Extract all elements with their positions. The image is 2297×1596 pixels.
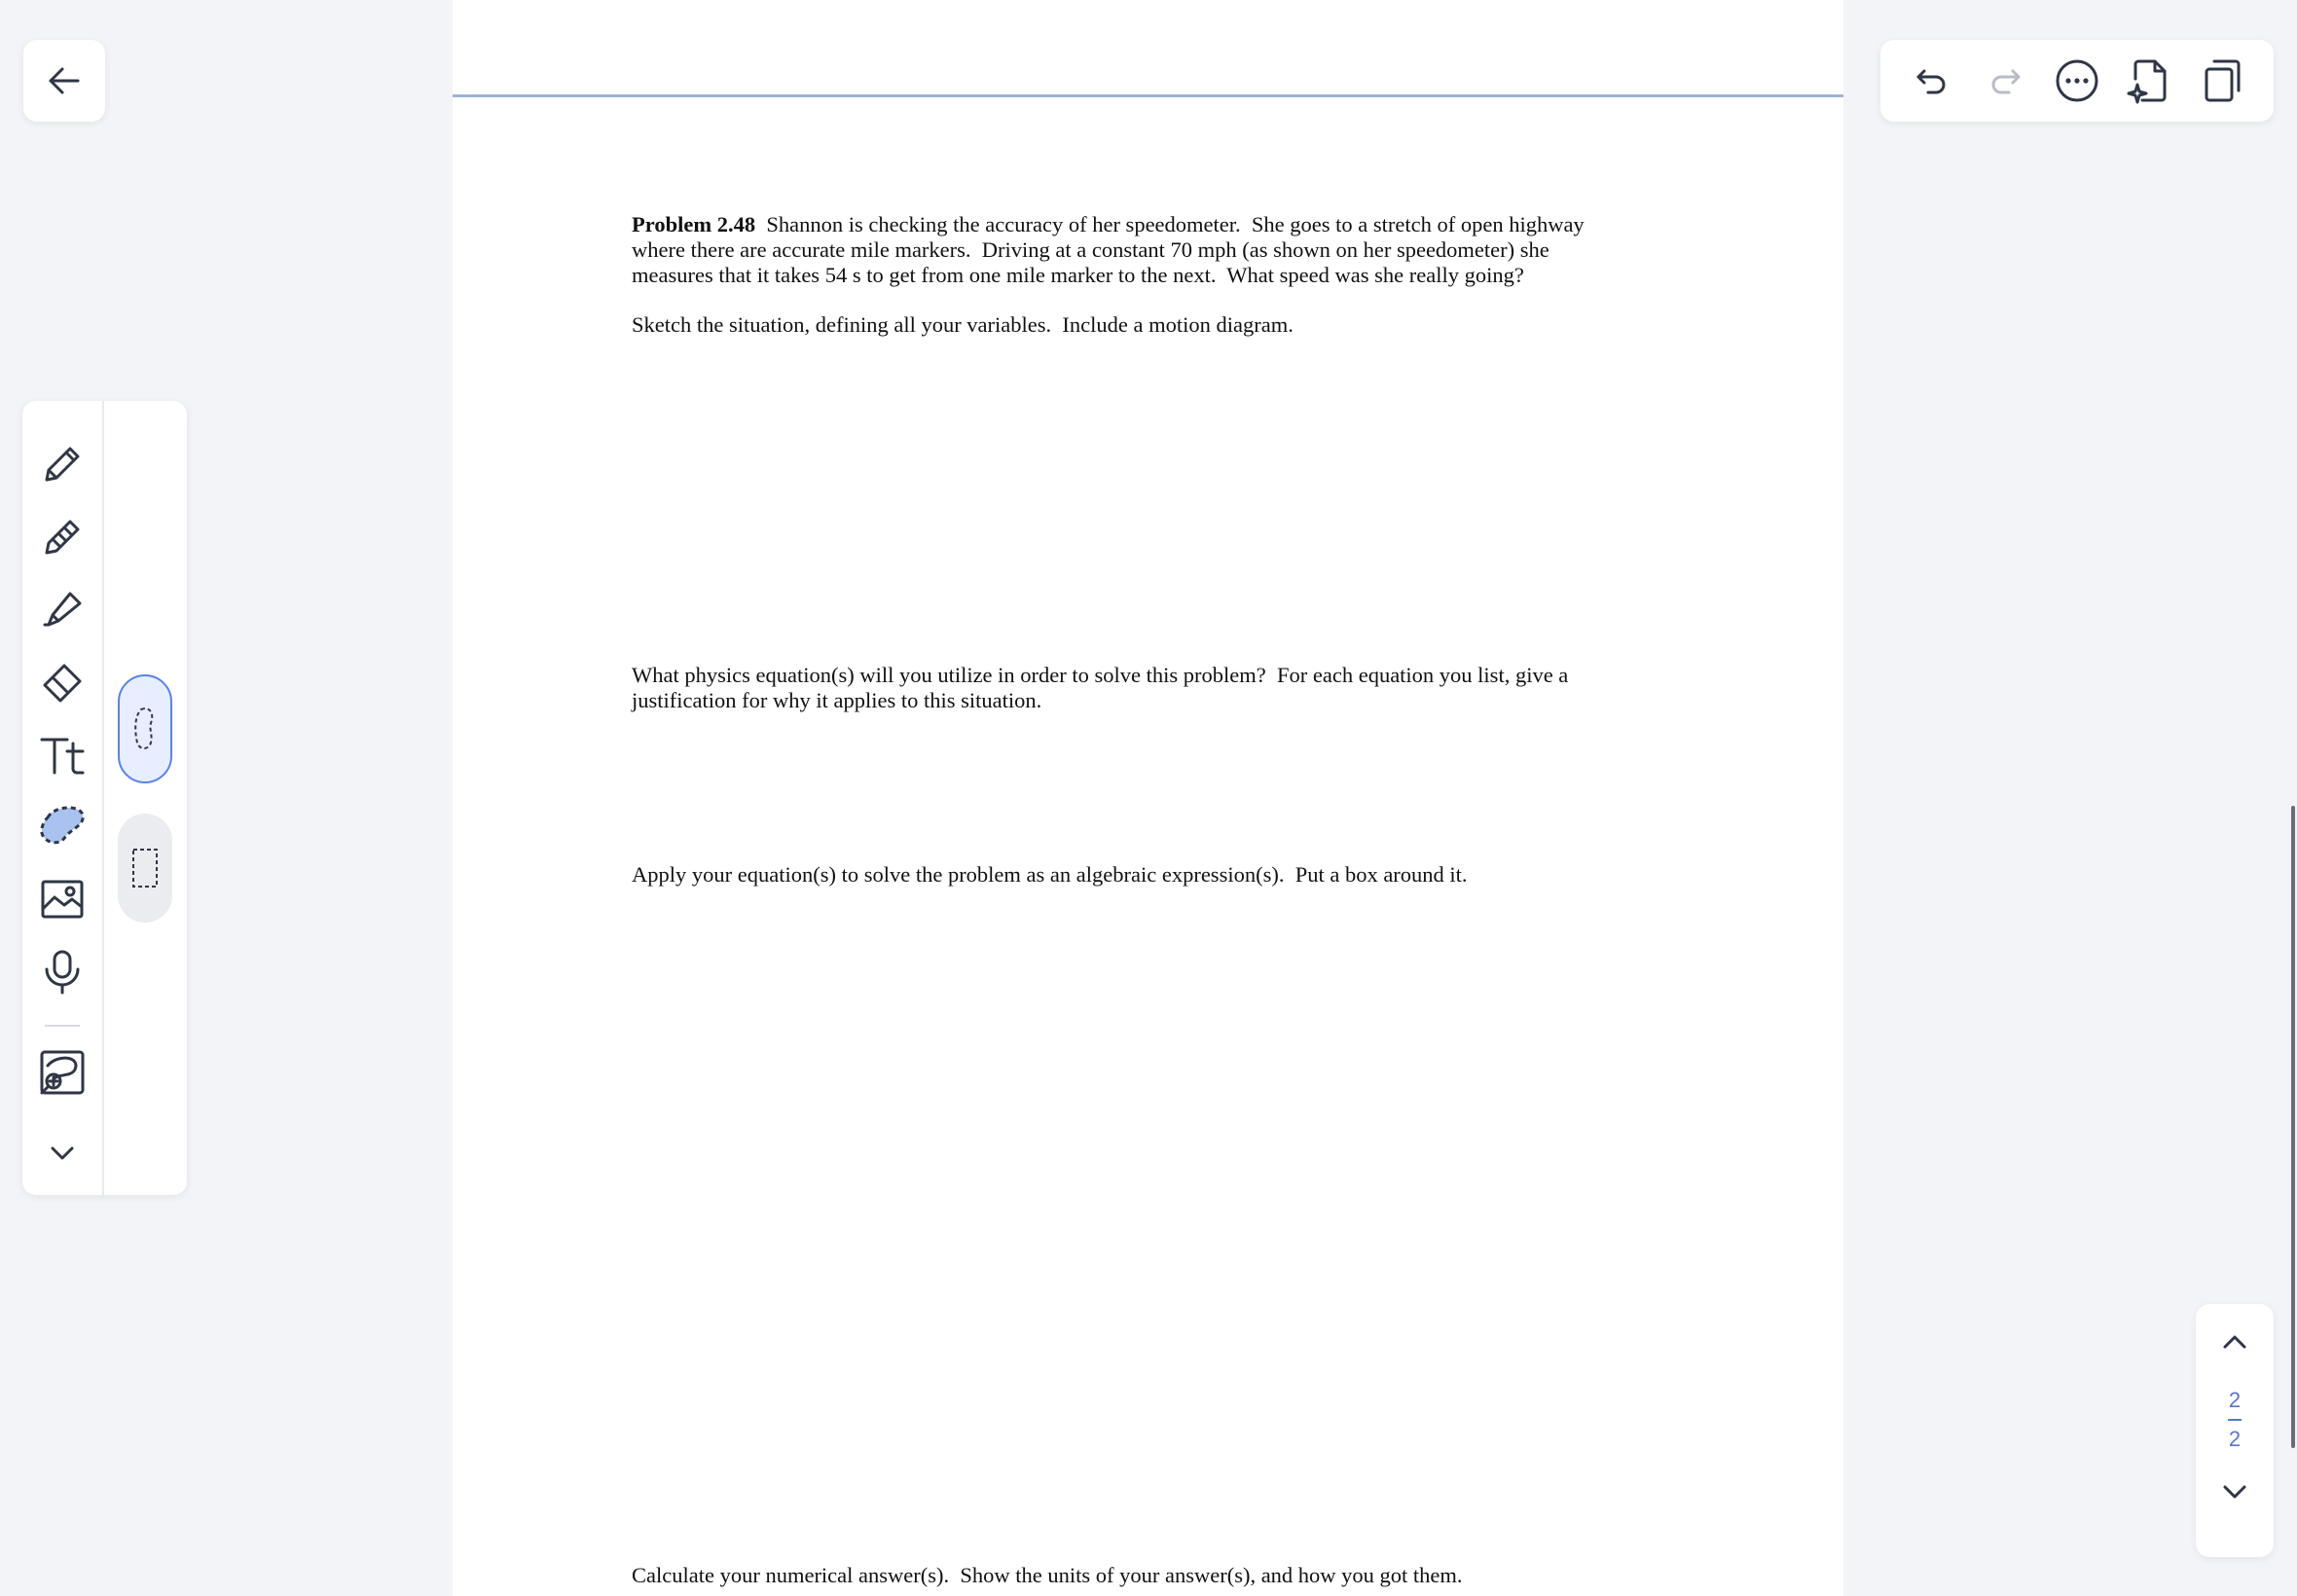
next-page-button[interactable] <box>2206 1468 2264 1516</box>
equation-prompt-line1: What physics equation(s) will you utilize in order to solve this problem? For each equation you list, give a <box>632 663 1569 687</box>
more-options-icon <box>2054 57 2100 104</box>
redo-icon <box>1986 61 2024 100</box>
back-button[interactable] <box>23 40 105 122</box>
more-options-button[interactable] <box>2048 52 2106 110</box>
lasso-icon <box>38 802 87 851</box>
page-fraction-divider <box>2228 1419 2242 1421</box>
pages-button[interactable] <box>2193 52 2251 110</box>
eraser-icon <box>39 658 86 705</box>
previous-page-button[interactable] <box>2206 1318 2264 1366</box>
page-divider <box>453 94 1843 97</box>
chevron-down-icon <box>47 1138 78 1169</box>
freeform-lasso-option[interactable] <box>118 674 172 783</box>
apply-prompt: Apply your equation(s) to solve the problem as an algebraic expression(s). Put a box around it. <box>632 862 1468 887</box>
equation-prompt-line2: justification for why it applies to this situation. <box>632 688 1042 712</box>
freeform-lasso-icon <box>131 704 159 754</box>
image-icon <box>39 876 86 923</box>
sticker-icon <box>38 1048 87 1097</box>
voice-recording-tool[interactable] <box>31 941 93 1001</box>
problem-statement <box>632 212 1585 237</box>
lasso-tool[interactable] <box>31 796 93 856</box>
pen-tool[interactable] <box>31 434 93 494</box>
pencil-tool[interactable] <box>31 506 93 566</box>
highlighter-icon <box>39 586 86 633</box>
total-pages-number: 2 <box>2228 1427 2242 1451</box>
image-tool[interactable] <box>31 868 93 928</box>
problem-text-line1: Shannon is checking the accuracy of her speedometer. She goes to a stretch of open highway <box>755 212 1585 236</box>
problem-text-line2: where there are accurate mile markers. Driving at a constant 70 mph (as shown on her speedometer) she <box>632 237 1550 262</box>
microphone-icon <box>41 948 84 995</box>
document-sparkle-icon <box>2127 57 2171 104</box>
text-tool-icon <box>38 730 87 779</box>
top-toolbar <box>1880 40 2274 122</box>
pencil-icon <box>39 514 86 561</box>
page-navigator <box>2196 1304 2274 1557</box>
redo-button[interactable] <box>1976 52 2034 110</box>
undo-button[interactable] <box>1903 52 1961 110</box>
rectangle-select-option[interactable] <box>118 814 172 923</box>
tool-column <box>22 401 104 1195</box>
arrow-left-icon <box>45 61 84 100</box>
text-tool[interactable] <box>31 724 93 784</box>
subtool-column <box>104 401 187 1195</box>
calculate-prompt: Calculate your numerical answer(s). Show the units of your answer(s), and how you got them. <box>632 1563 1463 1587</box>
pen-icon <box>39 441 86 488</box>
document-page[interactable] <box>453 0 1843 1596</box>
sketch-prompt: Sketch the situation, defining all your variables. Include a motion diagram. <box>632 312 1294 337</box>
page-indicator <box>2228 1388 2242 1452</box>
rectangle-select-icon <box>130 846 160 890</box>
vertical-scrollbar[interactable] <box>2291 806 2295 1448</box>
tool-palette <box>22 401 187 1195</box>
chevron-up-icon <box>2220 1327 2249 1357</box>
sticker-tool[interactable] <box>31 1042 93 1103</box>
problem-label: Problem 2.48 <box>632 212 756 236</box>
copy-pages-icon <box>2201 57 2243 104</box>
chevron-down-icon <box>2220 1477 2249 1506</box>
highlighter-tool[interactable] <box>31 579 93 639</box>
ai-document-button[interactable] <box>2120 52 2178 110</box>
eraser-tool[interactable] <box>31 651 93 711</box>
problem-text-line3: measures that it takes 54 s to get from one mile marker to the next. What speed was she really going? <box>632 263 1524 287</box>
undo-icon <box>1913 61 1951 100</box>
expand-tools-button[interactable] <box>31 1123 93 1183</box>
current-page-number: 2 <box>2228 1388 2242 1412</box>
tool-separator <box>45 1025 80 1027</box>
